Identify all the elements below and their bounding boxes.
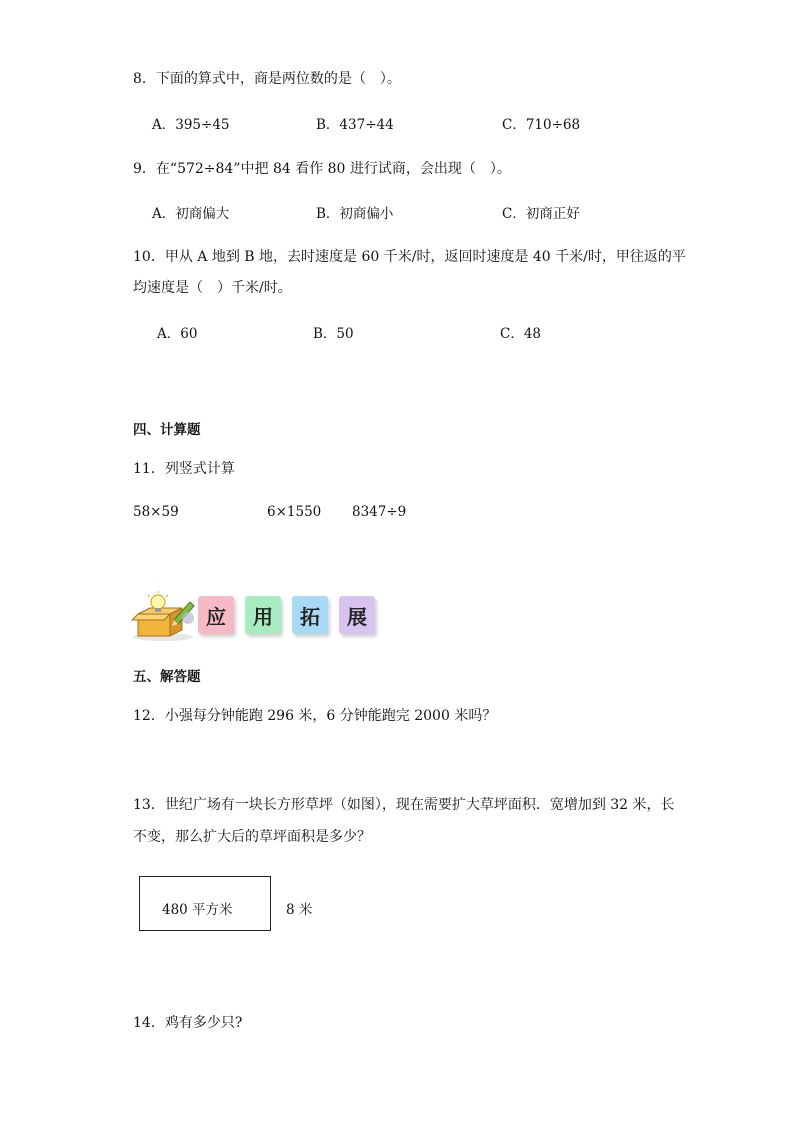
- q9-option-b: B．初商偏小: [316, 206, 394, 222]
- banner-tile-2: 用: [245, 596, 281, 634]
- q11-expr-3: 8347÷9: [352, 504, 407, 520]
- q12-stem: 12．小强每分钟能跑 296 米，6 分钟能跑完 2000 米吗？: [133, 708, 497, 724]
- q9-stem: 9．在“572÷84”中把 84 看作 80 进行试商，会出现（ ）。: [133, 161, 511, 177]
- section-banner: [130, 590, 400, 642]
- banner-tile-3: 拓: [292, 596, 328, 634]
- box-lightbulb-pencil-icon: [130, 590, 196, 642]
- q8-option-b: B．437÷44: [316, 117, 394, 133]
- q8-option-c: C．710÷68: [502, 117, 581, 133]
- lawn-area-label: 480 平方米: [162, 902, 233, 918]
- q11-stem: 11．列竖式计算: [133, 461, 235, 477]
- q9-option-a: A．初商偏大: [152, 206, 230, 222]
- banner-tile-4: 展: [339, 596, 375, 634]
- section-5-title: 五、解答题: [133, 669, 201, 685]
- lawn-side-label: 8 米: [286, 902, 313, 918]
- q10-option-a: A．60: [157, 326, 198, 342]
- q8-stem: 8．下面的算式中，商是两位数的是（ ）。: [133, 71, 401, 87]
- q10-stem-line1: 10．甲从 A 地到 B 地，去时速度是 60 千米/时，返回时速度是 40 千米/时，甲往返的平: [133, 249, 686, 265]
- q10-stem-line2: 均速度是（ ）千米/时。: [133, 280, 292, 296]
- q9-option-c: C．初商正好: [502, 206, 580, 222]
- banner-tile-1: 应: [198, 596, 234, 634]
- q14-stem: 14．鸡有多少只?: [133, 1015, 243, 1031]
- q11-expr-2: 6×1550: [267, 504, 322, 520]
- section-4-title: 四、计算题: [133, 422, 201, 438]
- q11-expr-1: 58×59: [133, 504, 179, 520]
- q13-stem-line2: 不变，那么扩大后的草坪面积是多少？: [133, 829, 371, 845]
- q8-option-a: A．395÷45: [152, 117, 230, 133]
- q10-option-b: B．50: [313, 326, 354, 342]
- q10-option-c: C．48: [500, 326, 542, 342]
- q13-stem-line1: 13．世纪广场有一块长方形草坪（如图），现在需要扩大草坪面积．宽增加到 32 米，长: [133, 797, 675, 813]
